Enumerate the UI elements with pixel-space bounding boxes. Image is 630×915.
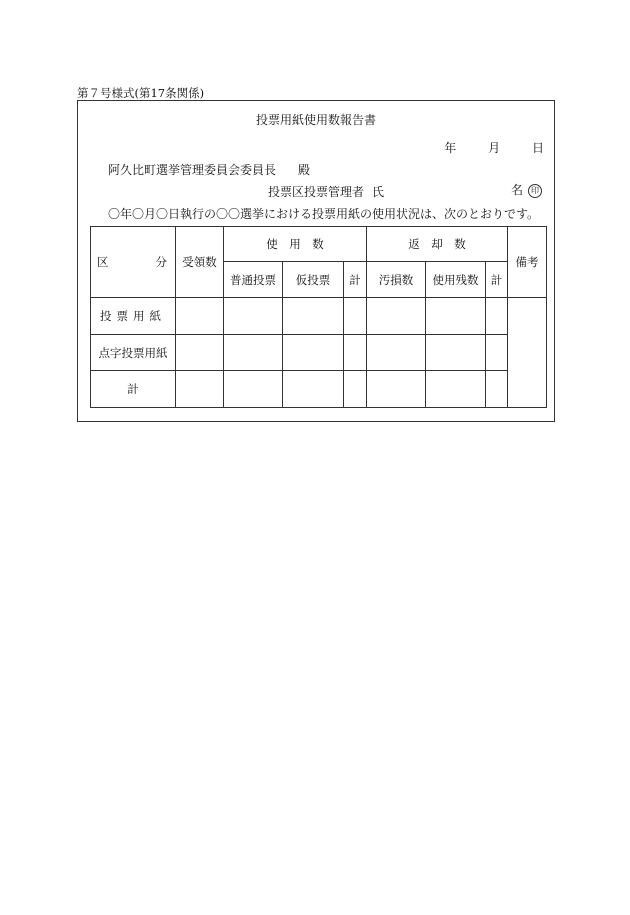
header-returned-total: 計 [486,262,508,298]
cell-used-provisional [283,335,344,371]
table-row [91,298,547,335]
cell-returned-total [486,335,508,371]
manager-mei: 名 [510,183,523,197]
cell-returned-total [486,371,508,408]
cell-returned-remaining [426,371,486,408]
cell-returned-total [486,298,508,335]
cell-used-normal [224,371,283,408]
date-year: 年 [444,141,457,155]
header-used-normal: 普通投票 [224,262,283,298]
date-month: 月 [488,141,501,155]
manager-label: 投票区投票管理者 [268,185,365,199]
cell-used-total [344,371,367,408]
cell-returned-damaged [367,371,426,408]
header-returned-group: 返 却 数 [367,227,508,262]
statement-text: 〇年〇月〇日執行の〇〇選挙における投票用紙の使用状況は、次のとおりです。 [108,207,540,221]
form-number-label: 第７号様式(第17条関係) [77,86,205,100]
cell-returned-remaining [426,298,486,335]
header-kubun-bun: 分 [155,255,167,269]
cell-remarks [508,298,547,408]
header-remarks: 備考 [508,227,547,298]
cell-returned-damaged [367,298,426,335]
cell-used-normal [224,335,283,371]
manager-line [268,183,384,200]
table-row [91,371,547,408]
cell-received [176,335,224,371]
cell-used-provisional [283,298,344,335]
cell-used-provisional [283,371,344,408]
seal-icon: 印 [528,184,542,198]
row-label-total: 計 [91,371,176,408]
row-label-braille-ballot: 点字投票用紙 [91,335,176,371]
manager-shi: 氏 [372,185,385,199]
header-returned-remaining: 使用残数 [426,262,486,298]
header-returned-damaged: 汚損数 [367,262,426,298]
header-received: 受領数 [176,227,224,298]
addressee-name: 阿久比町選挙管理委員会委員長 [108,163,277,177]
cell-used-total [344,335,367,371]
cell-received [176,371,224,408]
cell-returned-remaining [426,335,486,371]
header-kubun-ku: 区 [97,255,109,269]
cell-used-normal [224,298,283,335]
cell-returned-damaged [367,335,426,371]
table-header-row [91,227,547,262]
report-frame [77,100,555,422]
cell-received [176,298,224,335]
addressee-line [108,161,310,178]
header-used-provisional: 仮投票 [283,262,344,298]
addressee-honorific: 殿 [298,163,311,177]
header-used-group: 使 用 数 [224,227,367,262]
row-label-ballot: 投票用紙 [91,298,176,335]
document-title: 投票用紙使用数報告書 [255,113,376,127]
date-line [416,139,544,156]
table-row [91,335,547,371]
header-used-total: 計 [344,262,367,298]
date-day: 日 [531,141,544,155]
header-kubun [91,227,176,298]
manager-name-seal [511,181,542,198]
ballot-usage-table [90,226,547,408]
cell-used-total [344,298,367,335]
